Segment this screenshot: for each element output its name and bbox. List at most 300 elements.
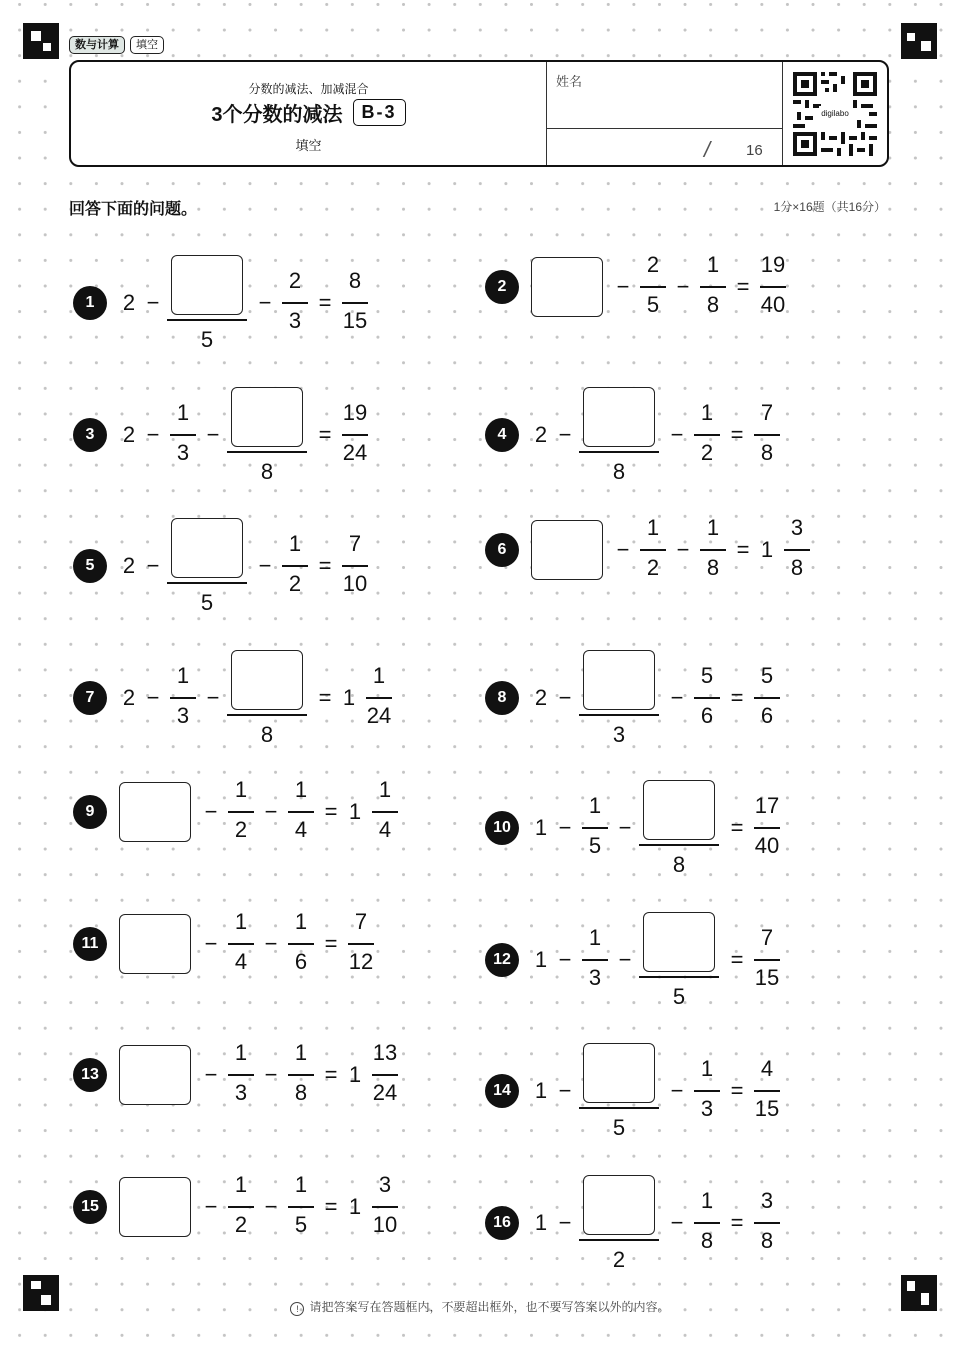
title-row (71, 98, 546, 127)
equals-sign: = (730, 422, 744, 447)
numerator: 17 (754, 793, 780, 818)
fraction-with-answer-box (639, 912, 719, 1012)
corner-marker-top-left (23, 23, 59, 59)
answer-box[interactable] (171, 255, 243, 315)
equals-sign: = (318, 553, 332, 578)
problem-number: 11 (73, 927, 107, 961)
denominator: 8 (760, 440, 774, 465)
fraction-with-answer-box (579, 1175, 659, 1275)
fraction-bar (288, 943, 314, 945)
fraction-bar (640, 549, 666, 551)
numerator: 1 (176, 663, 190, 688)
problem-6 (485, 515, 885, 608)
fraction-bar (579, 1239, 659, 1241)
whole-number: 2 (122, 553, 136, 578)
numerator: 7 (760, 925, 774, 950)
whole-number: 2 (122, 422, 136, 447)
denominator: 3 (588, 965, 602, 990)
numerator: 1 (646, 515, 660, 540)
denominator: 8 (706, 555, 720, 580)
denominator: 4 (234, 949, 248, 974)
fraction-bar (754, 434, 780, 436)
fraction-bar (170, 697, 196, 699)
fraction (751, 1056, 783, 1122)
equals-sign: = (736, 537, 750, 562)
fraction-bar (579, 714, 659, 716)
fraction-bar (228, 811, 254, 813)
fraction-bar (167, 582, 247, 584)
denominator: 5 (294, 1212, 308, 1237)
denominator: 3 (176, 703, 190, 728)
numerator: 1 (234, 777, 248, 802)
numerator: 7 (760, 400, 774, 425)
answer-box[interactable] (583, 1043, 655, 1103)
problem-11 (73, 909, 473, 1002)
problem-14 (485, 1043, 885, 1140)
fraction-bar (228, 1074, 254, 1076)
minus-sign: − (146, 422, 160, 447)
minus-sign: − (206, 422, 220, 447)
numerator: 8 (348, 268, 362, 293)
denominator: 10 (342, 571, 368, 596)
denominator: 6 (294, 949, 308, 974)
numerator: 19 (342, 400, 368, 425)
whole-number: 2 (534, 422, 548, 447)
minus-sign: − (670, 685, 684, 710)
fraction-bar (288, 811, 314, 813)
numerator: 1 (234, 1172, 248, 1197)
numerator: 3 (790, 515, 804, 540)
problem-number: 2 (485, 270, 519, 304)
whole-number: 1 (348, 1062, 362, 1087)
fraction (691, 1056, 723, 1122)
problem-number: 9 (73, 795, 107, 829)
fraction-bar (282, 565, 308, 567)
denominator: 3 (700, 1096, 714, 1121)
problem-number: 1 (73, 286, 107, 320)
fraction-bar (694, 697, 720, 699)
equals-sign: = (324, 799, 338, 824)
fraction-bar (754, 959, 780, 961)
numerator: 1 (588, 793, 602, 818)
denominator: 2 (234, 817, 248, 842)
fraction-bar (579, 1107, 659, 1109)
whole-number: 2 (534, 685, 548, 710)
whole-number: 1 (534, 1210, 548, 1235)
fraction (751, 663, 783, 729)
fraction-bar (342, 565, 368, 567)
fraction-bar (639, 976, 719, 978)
denominator: 5 (646, 292, 660, 317)
fraction-bar (372, 1074, 398, 1076)
fraction (369, 1172, 401, 1238)
minus-sign: − (558, 1078, 572, 1103)
points-info: 1分×16题（共16分） (773, 200, 886, 214)
fraction-bar (288, 1206, 314, 1208)
denominator: 4 (378, 817, 392, 842)
minus-sign: − (618, 815, 632, 840)
whole-number: 1 (348, 1194, 362, 1219)
fraction (579, 793, 611, 859)
minus-sign: − (258, 290, 272, 315)
fraction-bar (640, 286, 666, 288)
fraction-bar (227, 451, 307, 453)
minus-sign: − (676, 274, 690, 299)
answer-box[interactable] (583, 1175, 655, 1235)
denominator: 3 (234, 1080, 248, 1105)
minus-sign: − (204, 1062, 218, 1087)
fraction-bar (582, 959, 608, 961)
worksheet-subtitle: 分数的减法、加减混合 (248, 82, 369, 96)
numerator: 13 (372, 1040, 398, 1065)
answer-box[interactable] (119, 782, 191, 842)
problem-number: 8 (485, 681, 519, 715)
minus-sign: − (616, 537, 630, 562)
minus-sign: − (146, 685, 160, 710)
fraction-bar (170, 434, 196, 436)
answer-box[interactable] (231, 650, 303, 710)
name-score-panel[interactable] (546, 62, 783, 165)
fraction (369, 777, 401, 843)
denominator: 15 (754, 965, 780, 990)
fraction-bar (754, 1090, 780, 1092)
denominator: 6 (760, 703, 774, 728)
equals-sign: = (730, 815, 744, 840)
minus-sign: − (264, 931, 278, 956)
problem-16 (485, 1175, 885, 1272)
fraction (225, 777, 257, 843)
level-badge: B-3 (353, 99, 406, 126)
fraction (345, 909, 377, 975)
problem-12 (485, 912, 885, 1009)
fraction-bar (784, 549, 810, 551)
fraction-bar (288, 1074, 314, 1076)
problem-3 (73, 387, 473, 484)
problem-4 (485, 387, 885, 484)
numerator: 1 (294, 909, 308, 934)
whole-number: 1 (342, 685, 356, 710)
fraction (757, 252, 789, 318)
numerator: 1 (706, 252, 720, 277)
minus-sign: − (264, 1062, 278, 1087)
denominator: 4 (294, 817, 308, 842)
problem-10 (485, 780, 885, 877)
numerator: 1 (700, 1188, 714, 1213)
numerator: 7 (354, 909, 368, 934)
denominator: 8 (706, 292, 720, 317)
problem-number: 4 (485, 418, 519, 452)
worksheet-title: 3个分数的减法 (211, 104, 343, 126)
worksheet-mode: 填空 (295, 138, 322, 153)
whole-number: 1 (760, 537, 774, 562)
fraction-with-answer-box (167, 255, 247, 355)
denominator: 2 (234, 1212, 248, 1237)
minus-sign: − (676, 537, 690, 562)
fraction (691, 1188, 723, 1254)
problem-7 (73, 650, 473, 747)
footer-text: 请把答案写在答题框内，不要超出框外，也不要写答案以外的内容。 (309, 1300, 670, 1314)
denominator: 2 (646, 555, 660, 580)
fraction-with-answer-box (579, 650, 659, 750)
fraction-bar (760, 286, 786, 288)
fraction (751, 1188, 783, 1254)
denominator: 8 (260, 459, 274, 484)
minus-sign: − (204, 931, 218, 956)
tag-group (69, 36, 164, 54)
denominator: 5 (200, 327, 214, 352)
answer-box[interactable] (119, 914, 191, 974)
problem-5 (73, 518, 473, 615)
equals-sign: = (324, 931, 338, 956)
fraction (691, 400, 723, 466)
problem-13 (73, 1040, 473, 1133)
type-tag: 填空 (130, 36, 164, 54)
fraction (339, 531, 371, 597)
name-label: 姓名 (556, 74, 583, 89)
instruction-text: 回答下面的问题。 (69, 201, 198, 218)
fraction-bar (167, 319, 247, 321)
fraction (167, 400, 199, 466)
denominator: 6 (700, 703, 714, 728)
fraction (363, 663, 395, 729)
answer-box[interactable] (119, 1177, 191, 1237)
denominator: 10 (372, 1212, 398, 1237)
fraction-with-answer-box (227, 650, 307, 750)
denominator: 40 (754, 833, 780, 858)
equals-sign: = (730, 685, 744, 710)
numerator: 1 (294, 777, 308, 802)
fraction (339, 400, 371, 466)
minus-sign: − (618, 947, 632, 972)
numerator: 5 (760, 663, 774, 688)
fraction-bar (694, 434, 720, 436)
title-panel (71, 62, 547, 165)
fraction-bar (366, 697, 392, 699)
footer-note (0, 1298, 960, 1316)
fraction (751, 400, 783, 466)
fraction (691, 663, 723, 729)
fraction (339, 268, 371, 334)
fraction-bar (700, 549, 726, 551)
fraction-with-answer-box (579, 1043, 659, 1143)
fraction (637, 252, 669, 318)
fraction-bar (228, 943, 254, 945)
denominator: 2 (288, 571, 302, 596)
fraction-bar (282, 302, 308, 304)
minus-sign: − (146, 290, 160, 315)
denominator: 24 (372, 1080, 398, 1105)
problem-8 (485, 650, 885, 747)
denominator: 5 (612, 1115, 626, 1140)
problem-number: 7 (73, 681, 107, 715)
worksheet-header (69, 60, 889, 167)
numerator: 5 (700, 663, 714, 688)
numerator: 1 (234, 909, 248, 934)
fraction (285, 1172, 317, 1238)
fraction (579, 925, 611, 991)
fraction-bar (694, 1090, 720, 1092)
answer-box[interactable] (583, 387, 655, 447)
denominator: 24 (366, 703, 392, 728)
fraction-bar (372, 811, 398, 813)
answer-box[interactable] (119, 1045, 191, 1105)
denominator: 24 (342, 440, 368, 465)
problem-15 (73, 1172, 473, 1265)
numerator: 19 (760, 252, 786, 277)
fraction-with-answer-box (167, 518, 247, 618)
problem-number: 5 (73, 549, 107, 583)
fraction (285, 1040, 317, 1106)
denominator: 5 (200, 590, 214, 615)
numerator: 1 (706, 515, 720, 540)
numerator: 1 (288, 531, 302, 556)
whole-number: 1 (534, 947, 548, 972)
problem-number: 16 (485, 1206, 519, 1240)
denominator: 15 (342, 308, 368, 333)
problem-number: 12 (485, 943, 519, 977)
numerator: 1 (234, 1040, 248, 1065)
answer-box[interactable] (531, 257, 603, 317)
minus-sign: − (558, 685, 572, 710)
problem-number: 3 (73, 418, 107, 452)
denominator: 3 (176, 440, 190, 465)
numerator: 4 (760, 1056, 774, 1081)
equals-sign: = (324, 1062, 338, 1087)
denominator: 8 (294, 1080, 308, 1105)
info-icon: ! (290, 1302, 304, 1316)
fraction (225, 1040, 257, 1106)
fraction-bar (754, 1222, 780, 1224)
answer-box[interactable] (231, 387, 303, 447)
numerator: 1 (588, 925, 602, 950)
denominator: 8 (760, 1228, 774, 1253)
problem-9 (73, 777, 473, 870)
numerator: 1 (700, 1056, 714, 1081)
fraction-with-answer-box (579, 387, 659, 487)
category-tag: 数与计算 (69, 36, 125, 54)
fraction (167, 663, 199, 729)
equals-sign: = (730, 1078, 744, 1103)
minus-sign: − (146, 553, 160, 578)
fraction (697, 252, 729, 318)
fraction-bar (582, 827, 608, 829)
fraction (369, 1040, 401, 1106)
numerator: 2 (646, 252, 660, 277)
problem-number: 15 (73, 1190, 107, 1224)
equals-sign: = (324, 1194, 338, 1219)
denominator: 8 (260, 722, 274, 747)
fraction (751, 793, 783, 859)
fraction-bar (754, 827, 780, 829)
fraction-bar (342, 434, 368, 436)
fraction-bar (342, 302, 368, 304)
numerator: 1 (294, 1172, 308, 1197)
problem-number: 10 (485, 811, 519, 845)
fraction-bar (639, 844, 719, 846)
denominator: 5 (588, 833, 602, 858)
fraction (285, 777, 317, 843)
minus-sign: − (670, 422, 684, 447)
minus-sign: − (558, 947, 572, 972)
denominator: 8 (672, 852, 686, 877)
score-total: 16 (746, 142, 763, 159)
problem-1 (73, 255, 473, 352)
score-divider (546, 128, 782, 129)
fraction (279, 531, 311, 597)
answer-box[interactable] (643, 912, 715, 972)
denominator: 12 (348, 949, 374, 974)
numerator: 7 (348, 531, 362, 556)
fraction-with-answer-box (639, 780, 719, 880)
fraction-bar (348, 943, 374, 945)
minus-sign: − (206, 685, 220, 710)
denominator: 40 (760, 292, 786, 317)
denominator: 8 (790, 555, 804, 580)
numerator: 1 (294, 1040, 308, 1065)
minus-sign: − (258, 553, 272, 578)
minus-sign: − (616, 274, 630, 299)
fraction (697, 515, 729, 581)
equals-sign: = (318, 422, 332, 447)
minus-sign: − (670, 1210, 684, 1235)
answer-box[interactable] (643, 780, 715, 840)
fraction-bar (372, 1206, 398, 1208)
denominator: 2 (700, 440, 714, 465)
score-slash: / (704, 137, 711, 162)
fraction-bar (694, 1222, 720, 1224)
fraction (285, 909, 317, 975)
fraction (637, 515, 669, 581)
denominator: 3 (288, 308, 302, 333)
fraction-bar (227, 714, 307, 716)
denominator: 2 (612, 1247, 626, 1272)
qr-label: digilabo (821, 109, 849, 118)
problem-2 (485, 252, 885, 345)
numerator: 3 (378, 1172, 392, 1197)
whole-number: 1 (534, 1078, 548, 1103)
fraction-bar (579, 451, 659, 453)
qr-code (791, 70, 879, 158)
fraction-bar (754, 697, 780, 699)
fraction (279, 268, 311, 334)
numerator: 1 (372, 663, 386, 688)
answer-box[interactable] (583, 650, 655, 710)
corner-marker-top-right (901, 23, 937, 59)
fraction (225, 1172, 257, 1238)
equals-sign: = (318, 685, 332, 710)
minus-sign: − (204, 799, 218, 824)
problem-number: 13 (73, 1058, 107, 1092)
fraction (225, 909, 257, 975)
equals-sign: = (318, 290, 332, 315)
numerator: 2 (288, 268, 302, 293)
whole-number: 1 (348, 799, 362, 824)
denominator: 15 (754, 1096, 780, 1121)
equals-sign: = (730, 1210, 744, 1235)
denominator: 8 (700, 1228, 714, 1253)
minus-sign: − (558, 815, 572, 840)
answer-box[interactable] (171, 518, 243, 578)
whole-number: 2 (122, 290, 136, 315)
answer-box[interactable] (531, 520, 603, 580)
numerator: 1 (176, 400, 190, 425)
minus-sign: − (558, 422, 572, 447)
denominator: 8 (612, 459, 626, 484)
problem-number: 14 (485, 1074, 519, 1108)
fraction-bar (700, 286, 726, 288)
minus-sign: − (264, 799, 278, 824)
numerator: 1 (378, 777, 392, 802)
